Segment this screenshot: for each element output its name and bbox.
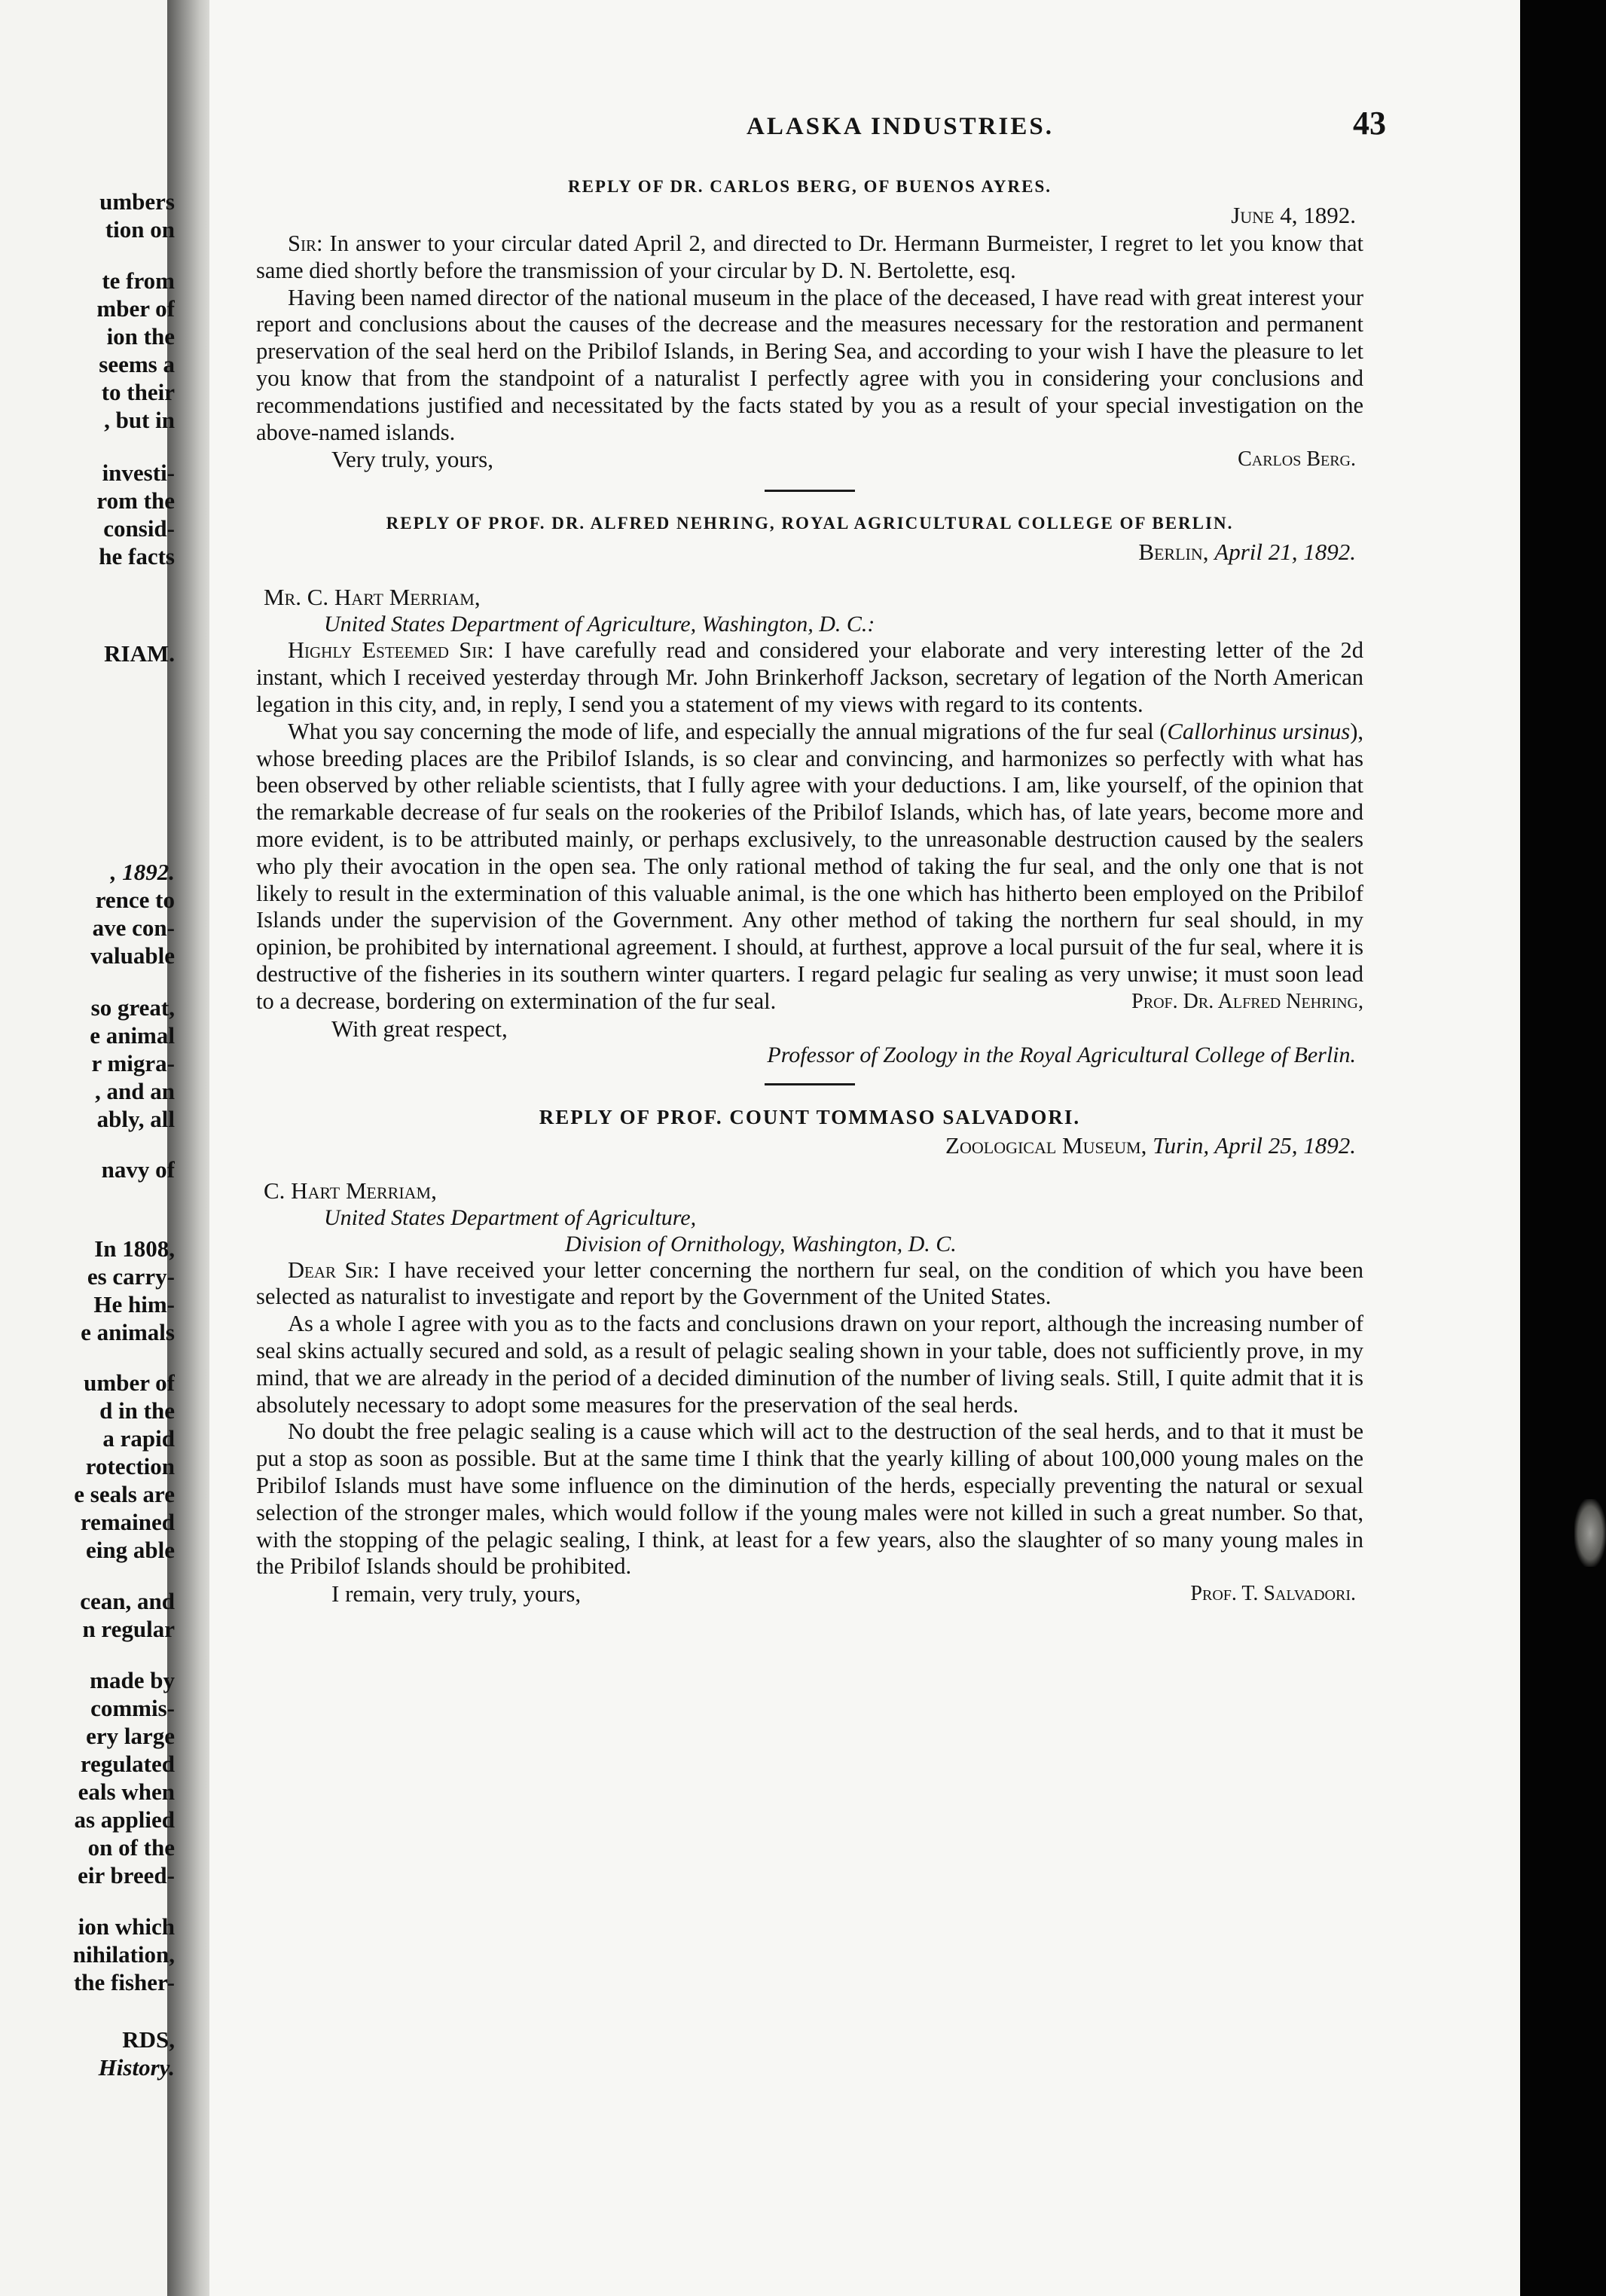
adjacent-page-text: mber of bbox=[96, 295, 175, 322]
dateline: June 4, 1892. bbox=[1231, 202, 1356, 228]
addressee-department: United States Department of Agriculture, Washington, D. C.: bbox=[324, 612, 875, 637]
adjacent-page-text: umber of bbox=[84, 1369, 175, 1396]
adjacent-page-text: ave con- bbox=[92, 914, 175, 941]
adjacent-page-text: History. bbox=[98, 2054, 175, 2081]
adjacent-page-text: n regular bbox=[82, 1616, 175, 1642]
addressee bbox=[264, 584, 1363, 611]
adjacent-page-text: ery large bbox=[86, 1723, 175, 1749]
signature: Carlos Berg. bbox=[1238, 447, 1356, 472]
adjacent-page-text: consid- bbox=[103, 515, 175, 542]
page-number: 43 bbox=[1353, 105, 1386, 142]
adjacent-page-text: made by bbox=[90, 1667, 175, 1693]
adjacent-page-text: regulated bbox=[80, 1751, 175, 1777]
paragraph-text: In answer to your circular dated April 2, and directed to Dr. Hermann Burmeister, I regret to let you know that same died shortly before the transmission of your circular by D. N. Bertolette, esq. bbox=[256, 231, 1363, 283]
adjacent-page-text: rence to bbox=[95, 887, 175, 913]
adjacent-page-text: umbers bbox=[99, 188, 175, 215]
closing: I remain, very truly, yours, bbox=[331, 1580, 582, 1608]
adjacent-page-text: investi- bbox=[102, 460, 175, 486]
adjacent-page-text: so great, bbox=[90, 994, 175, 1021]
adjacent-page-text: nihilation, bbox=[72, 1941, 175, 1968]
adjacent-page-text: es carry- bbox=[87, 1263, 175, 1290]
running-head-title: ALASKA INDUSTRIES. bbox=[747, 113, 1054, 140]
adjacent-page-text: a rapid bbox=[102, 1425, 175, 1452]
dateline-date: April 21, 1892. bbox=[1214, 539, 1356, 566]
adjacent-page-text: In 1808, bbox=[94, 1235, 175, 1262]
letter-paragraph: As a whole I agree with you as to the facts and conclusions drawn on your report, although the increasing number of seal skins actually secured and sold, as a result of pelagic sealing shown in your table, does not sufficiently prove, in my mind, that we are already in the period of a decided diminution of the number of living seals. Still, I quite admit that it is absolutely necessary to adopt some measures for the preservation of the seal herds. bbox=[256, 1311, 1363, 1418]
paragraph-text: What you say concerning the mode of life, and especially the annual migrations of the fur seal ( bbox=[288, 718, 1168, 744]
paragraph-text: I have received your letter concerning the northern fur seal, on the condition of which you have been selected as naturalist to investigate and report by the Government of the United States. bbox=[256, 1256, 1364, 1310]
adjacent-page-text: rotection bbox=[85, 1453, 175, 1479]
adjacent-page-text: on of the bbox=[87, 1834, 175, 1861]
adjacent-page-text: valuable bbox=[90, 942, 175, 969]
dateline-place: Zoological Museum, bbox=[945, 1131, 1147, 1159]
adjacent-page-text: eir breed- bbox=[78, 1862, 175, 1888]
closing: Very truly, yours, bbox=[331, 446, 493, 473]
adjacent-page-text: to their bbox=[101, 379, 175, 405]
letter-nehring bbox=[256, 511, 1363, 1085]
adjacent-page-text: d in the bbox=[99, 1397, 175, 1424]
adjacent-page-text: seems a bbox=[99, 351, 175, 377]
salutation: Highly Esteemed Sir: bbox=[288, 637, 494, 664]
adjacent-page-text: eals when bbox=[78, 1778, 175, 1805]
adjacent-page-text: tion on bbox=[105, 216, 175, 243]
adjacent-page-text: , 1892. bbox=[110, 859, 175, 885]
adjacent-page-text: RDS, bbox=[122, 2026, 175, 2053]
adjacent-page-text: RIAM. bbox=[104, 640, 175, 667]
signature: Prof. Dr. Alfred Nehring, bbox=[1131, 989, 1363, 1013]
letter-paragraph bbox=[256, 1257, 1363, 1311]
addressee-division: Division of Ornithology, Washington, D. C. bbox=[565, 1231, 957, 1256]
addressee-department: United States Department of Agriculture, bbox=[324, 1204, 697, 1230]
adjacent-page-text: te from bbox=[102, 267, 175, 294]
addressee-name: C. Hart Merriam, bbox=[264, 1177, 437, 1204]
adjacent-page-text: navy of bbox=[101, 1156, 175, 1183]
section-divider bbox=[765, 490, 855, 492]
scan-background bbox=[1520, 0, 1606, 2296]
adjacent-page-text: he facts bbox=[99, 543, 175, 569]
adjacent-page-text: ion the bbox=[106, 323, 175, 350]
salutation: Dear Sir: bbox=[288, 1256, 380, 1283]
letter-paragraph: Having been named director of the national museum in the place of the deceased, I have read with great interest your report and conclusions about the causes of the decrease and the measures necessary for the restoration and permanent preservation of the seal herd on the Pribilof Islands, in Bering Sea, and according to your wish I have the pleasure to let you know that from the standpoint of a naturalist I perfectly agree with you in considering your conclusions and recommendations justified and necessitated by the facts stated by you as a result of your special investigation on the above-named islands. bbox=[256, 284, 1363, 445]
adjacent-page-text: ion which bbox=[78, 1913, 175, 1940]
adjacent-page-text: , but in bbox=[104, 407, 175, 433]
addressee bbox=[264, 1177, 1363, 1204]
adjacent-page-text: as applied bbox=[74, 1806, 175, 1833]
adjacent-page-text: ably, all bbox=[96, 1106, 175, 1132]
adjacent-page-text: r migra- bbox=[91, 1050, 175, 1076]
species-name: Callorhinus ursinus bbox=[1167, 718, 1351, 744]
scan-stain bbox=[1574, 1499, 1606, 1567]
addressee-name: Mr. C. Hart Merriam, bbox=[264, 584, 481, 611]
adjacent-page-text: eing able bbox=[86, 1537, 175, 1563]
page-content bbox=[256, 175, 1363, 1609]
letter-paragraph: No doubt the free pelagic sealing is a cause which will act to the destruction of the seal herds, and to that it must be put a stop as soon as possible. But at the same time I think that the yearly killing of about 100,000 young males on the Pribilof Islands must have some influence on the diminution of the herds, especially preventing the natural or sexual selection of the stronger males, which would follow if the young males were not killed in such a great number. So that, with the stopping of the pelagic sealing, I think, at least for a few years, also the slaughter of so many young males in the Pribilof Islands should be prohibited. bbox=[256, 1418, 1363, 1580]
adjacent-page-text: e animal bbox=[90, 1022, 175, 1049]
reply-heading: REPLY OF DR. CARLOS BERG, OF BUENOS AYRES. bbox=[567, 177, 1052, 196]
paragraph-text: ), whose breeding places are the Pribilof Islands, is so clear and convincing, and harmonizes so perfectly with what has been observed by other reliable scientists, that I fully agree with your deductions. I am, like yourself, of the opinion that the remarkable decrease of fur seals on the rookeries of the Pribilof Islands, which has, of late years, become more and more evident, is to be attributed mainly, or perhaps exclusively, to the unreasonable destruction caused by the sealers who ply their avocation in the open sea. The only rational method of taking the fur seal, and the only one that is not likely to result in the extermination of this valuable animal, is the one which has hitherto been employed on the Pribilof Islands under the supervision of the Government. Any other method of taking the northern fur seal should, in my opinion, be prohibited by international agreement. I should, at furthest, approve a local pursuit of the fur seal, where it is destructive of the fisheries in its southern winter quarters. I regard pelagic fur sealing as very unwise; it must soon lead to a decrease, bordering on extermination of the fur seal. bbox=[256, 718, 1363, 1014]
letter-salvadori bbox=[256, 1105, 1363, 1610]
reply-heading: REPLY OF PROF. DR. ALFRED NEHRING, ROYAL AGRICULTURAL COLLEGE OF BERLIN. bbox=[386, 514, 1234, 533]
letter-paragraph bbox=[256, 231, 1363, 285]
closing-row bbox=[256, 446, 1363, 475]
adjacent-page-text: rom the bbox=[96, 487, 175, 514]
signature-title: Professor of Zoology in the Royal Agricultural College of Berlin. bbox=[767, 1042, 1356, 1067]
dateline bbox=[256, 537, 1356, 567]
dateline-date: Turin, April 25, 1892. bbox=[1153, 1131, 1356, 1159]
closing-row bbox=[256, 1580, 1363, 1609]
adjacent-page-text: cean, and bbox=[80, 1588, 175, 1614]
adjacent-page-text: commis- bbox=[90, 1695, 175, 1721]
signature: Prof. T. Salvadori. bbox=[1190, 1582, 1356, 1606]
adjacent-page-text: remained bbox=[80, 1509, 175, 1535]
section-divider bbox=[765, 1083, 855, 1085]
salutation: Sir: bbox=[288, 231, 323, 256]
reply-heading: REPLY OF PROF. COUNT TOMMASO SALVADORI. bbox=[539, 1105, 1081, 1128]
dateline bbox=[256, 1131, 1356, 1161]
letter-paragraph bbox=[256, 637, 1363, 718]
adjacent-page-text: the fisher- bbox=[73, 1969, 175, 1995]
paragraph-text: I have carefully read and considered your elaborate and very interesting letter of the 2d instant, which I received yesterday through Mr. John Brinkerhoff Jackson, secretary of legation of the North American legation in this city, and, in reply, I send you a statement of my views with regard to its contents. bbox=[256, 637, 1363, 717]
letter-berg bbox=[256, 175, 1363, 492]
adjacent-page-text: e animals bbox=[81, 1319, 175, 1345]
adjacent-page-text: , and an bbox=[95, 1078, 175, 1104]
adjacent-page-text: e seals are bbox=[74, 1481, 175, 1507]
dateline-place: Berlin, bbox=[1138, 539, 1209, 566]
letter-paragraph bbox=[256, 719, 1363, 1015]
adjacent-page-text: He him- bbox=[93, 1291, 175, 1317]
closing: With great respect, bbox=[331, 1015, 508, 1042]
